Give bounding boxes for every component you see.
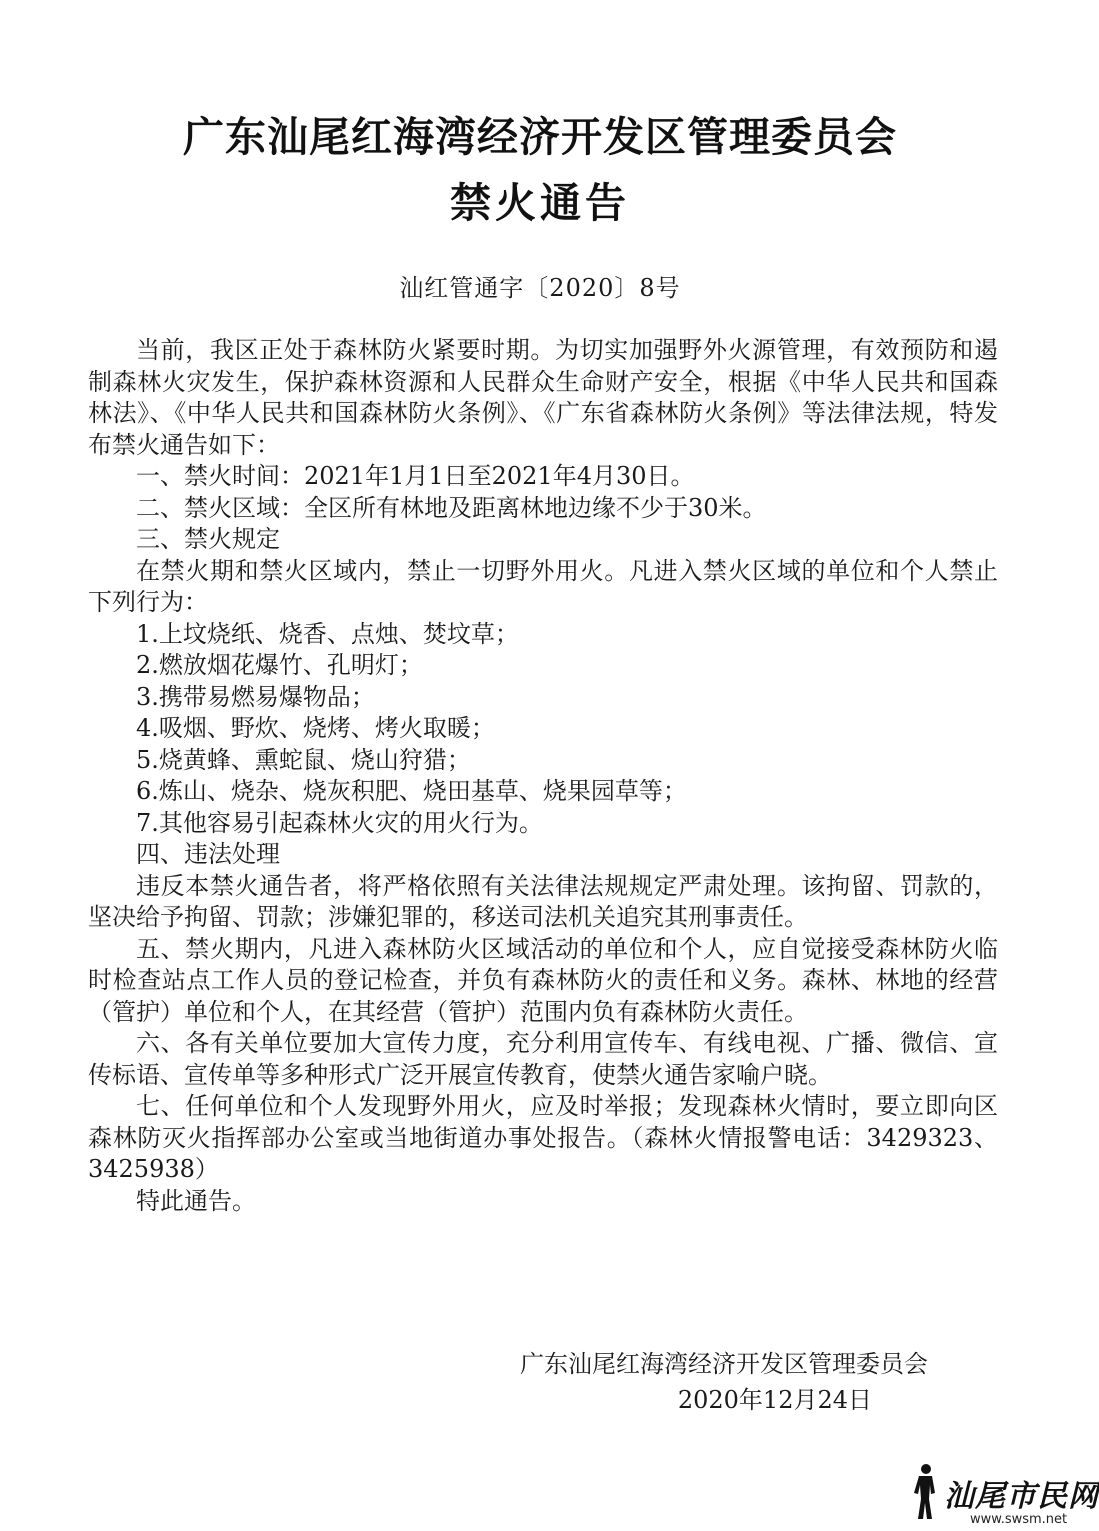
- list-item: 7.其他容易引起森林火灾的用火行为。: [136, 808, 543, 837]
- paragraph: 违反本禁火通告者，将严格依照有关法律法规规定严肃处理。该拘留、罚款的，坚决给予拘留、罚款；涉嫌犯罪的，移送司法机关追究其刑事责任。: [88, 871, 998, 931]
- paragraph: 当前，我区正处于森林防火紧要时期。为切实加强野外火源管理，有效预防和遏制森林火灾发生，保护森林资源和人民群众生命财产安全，根据《中华人民共和国森林法》、《中华人民共和国森林防火条例》、《广东省森林防火条例》等法律法规，特发布禁火通告如下：: [88, 336, 998, 459]
- person-silhouette-icon: [910, 1463, 940, 1521]
- paragraph: 五、禁火期内，凡进入森林防火区域活动的单位和个人，应自觉接受森林防火临时检查站点工作人员的登记检查，并负有森林防火的责任和义务。森林、林地的经营（管护）单位和个人，在其经营（管护）范围内负有森林防火责任。: [88, 934, 998, 1026]
- list-item: 2.燃放烟花爆竹、孔明灯；: [136, 651, 423, 679]
- list-item: 5.烧黄蜂、熏蛇鼠、烧山狩猎；: [136, 745, 471, 774]
- list-item: 1.上坟烧纸、烧香、点烛、焚坟草；: [136, 619, 519, 648]
- list-item: 4.吸烟、野炊、烧烤、烤火取暖；: [136, 714, 495, 742]
- watermark-url: www.swsm.net: [970, 1512, 1068, 1527]
- watermark-name: 汕尾市民网: [944, 1479, 1099, 1514]
- paragraph: 六、各有关单位要加大宣传力度，充分利用宣传车、有线电视、广播、微信、宣传标语、宣传单等多种形式广泛开展宣传教育，使禁火通告家喻户晓。: [88, 1029, 998, 1089]
- signature-org: 广东汕尾红海湾经济开发区管理委员会: [520, 1350, 928, 1378]
- paragraph: 在禁火期和禁火区域内，禁止一切野外用火。凡进入禁火区域的单位和个人禁止下列行为：: [88, 556, 998, 616]
- list-item: 3.携带易燃易爆物品；: [136, 682, 375, 711]
- document-subtitle: 禁火通告: [450, 179, 630, 227]
- document-body: [88, 335, 998, 1217]
- paragraph: 二、禁火区域：全区所有林地及距离林地边缘不少于30米。: [136, 493, 767, 522]
- paragraph: 一、禁火时间：2021年1月1日至2021年4月30日。: [136, 462, 695, 490]
- section-heading: 三、禁火规定: [136, 525, 280, 553]
- section-heading: 四、违法处理: [136, 840, 280, 868]
- paragraph: 七、任何单位和个人发现野外用火，应及时举报；发现森林火情时，要立即向区森林防灭火指挥部办公室或当地街道办事处报告。（森林火情报警电话：3429323、3425938）: [88, 1092, 998, 1183]
- list-item: 6.炼山、烧杂、烧灰积肥、烧田基草、烧果园草等；: [136, 777, 687, 805]
- watermark-logo: [910, 1467, 1099, 1527]
- signature-block: [520, 1346, 928, 1418]
- document-title: 广东汕尾红海湾经济开发区管理委员会: [183, 113, 897, 161]
- signature-date: 2020年12月24日: [677, 1386, 872, 1414]
- closing-line: 特此通告。: [136, 1186, 256, 1215]
- document-number: 汕红管通字〔2020〕8号: [399, 274, 681, 302]
